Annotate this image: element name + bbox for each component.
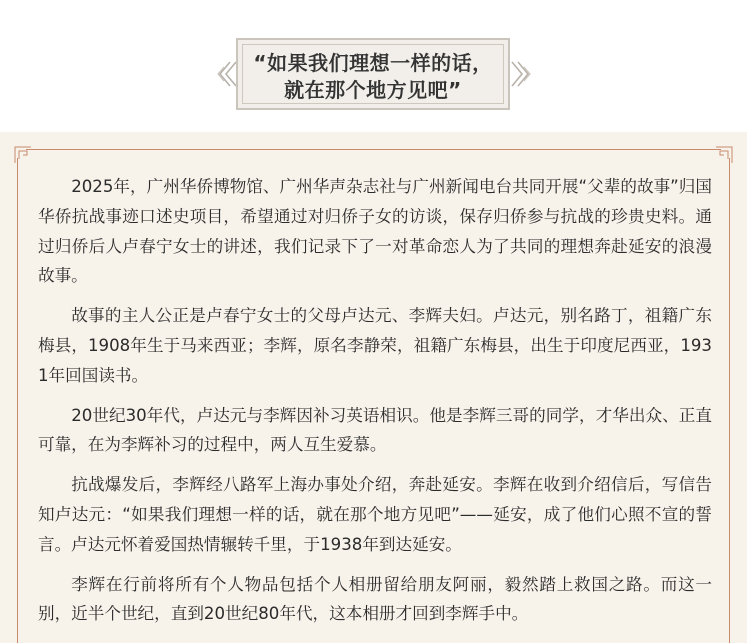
title-line-1: “如果我们理想一样的话，	[253, 51, 493, 75]
paragraph: 抗战爆发后，李辉经八路军上海办事处介绍，奔赴延安。李辉在收到介绍信后，写信告知卢达元：“如果我们理想一样的话，就在那个地方见吧”——延安，成了他们心照不宣的誓言。卢达元怀着爱国热情辗转千里，于1938年到达延安。	[38, 475, 712, 554]
article-body	[38, 172, 712, 639]
title-box	[236, 38, 510, 110]
paragraph: 2025年，广州华侨博物馆、广州华声杂志社与广州新闻电台共同开展“父辈的故事”归国华侨抗战事迹口述史项目，希望通过对归侨子女的访谈，保存归侨参与抗战的珍贵史料。通过归侨后人卢春宁女士的讲述，我们记录下了一对革命恋人为了共同的理想奔赴延安的浪漫故事。	[38, 177, 712, 286]
ornament-left-icon	[212, 58, 238, 90]
page-title	[238, 50, 508, 104]
frame-left-line	[17, 158, 18, 643]
frame-top-line	[26, 149, 721, 150]
article-panel	[0, 132, 747, 643]
title-banner	[210, 38, 540, 114]
title-line-2: 就在那个地方见吧”	[284, 78, 462, 102]
ornament-right-icon	[510, 58, 536, 90]
paragraph: 故事的主人公正是卢春宁女士的父母卢达元、李辉夫妇。卢达元，别名路丁，祖籍广东梅县，1908年生于马来西亚；李辉，原名李静荣，祖籍广东梅县，出生于印度尼西亚，1931年回国读书。	[38, 306, 712, 385]
frame-right-line	[729, 158, 730, 643]
paragraph: 20世纪30年代，卢达元与李辉因补习英语相识。他是李辉三哥的同学，才华出众、正直可靠，在为李辉补习的过程中，两人互生爱慕。	[38, 405, 712, 455]
paragraph: 李辉在行前将所有个人物品包括个人相册留给朋友阿丽，毅然踏上救国之路。而这一别，近半个世纪，直到20世纪80年代，这本相册才回到李辉手中。	[38, 574, 712, 624]
